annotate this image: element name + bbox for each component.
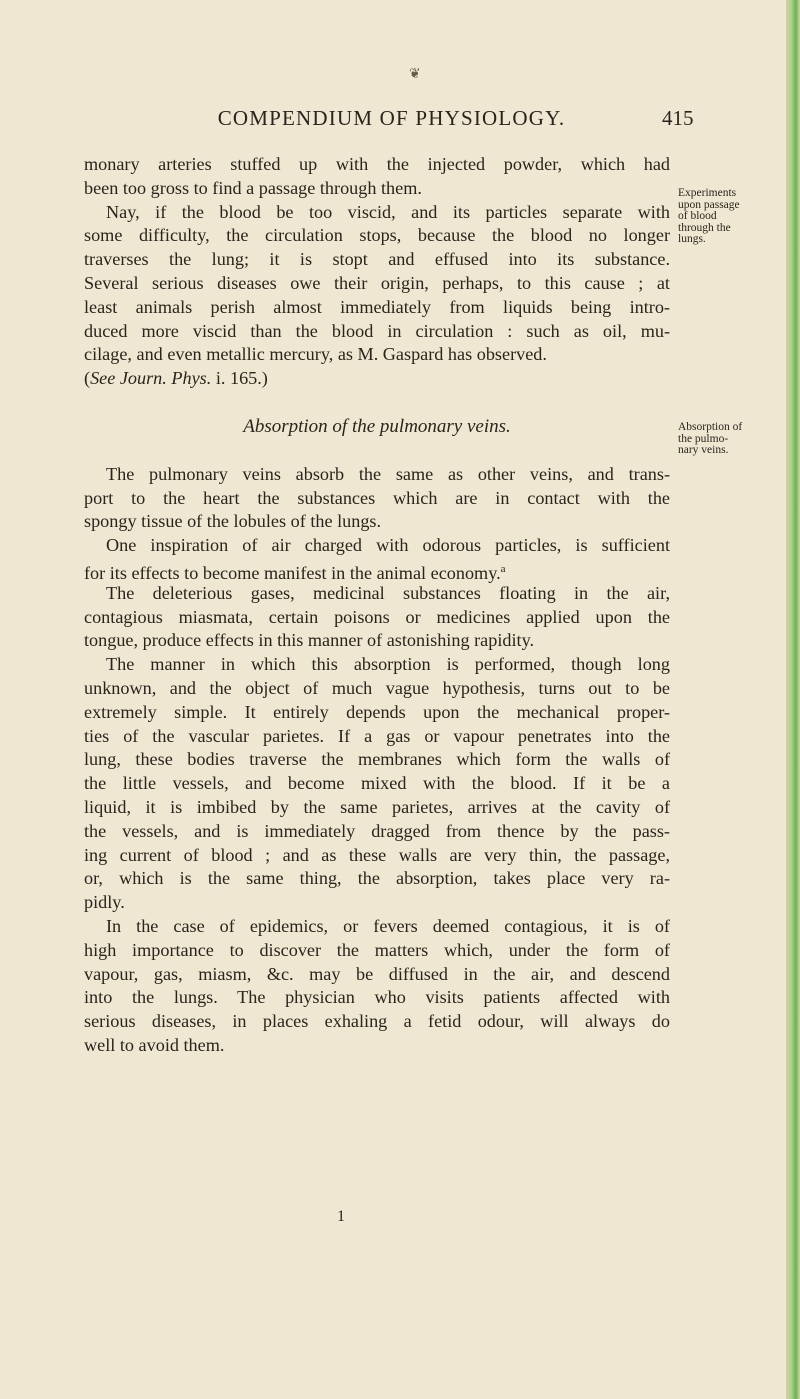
text-line: The deleterious gases, medicinal substances floating in the air, xyxy=(106,582,670,603)
text-line: monary arteries stuffed up with the injected powder, which had xyxy=(84,154,670,174)
text-line: the vessels, and is immediately dragged from thence by the pass- xyxy=(84,820,670,841)
text-line: tongue, produce effects in this manner of astonishing rapidity. xyxy=(84,630,535,651)
citation-rest: i. 165.) xyxy=(211,368,268,389)
text-line: vapour, gas, miasm, &c. may be diffused in the air, and descend xyxy=(84,963,670,984)
text-line: the little vessels, and become mixed with the blood. If it be a xyxy=(84,773,670,794)
text-line: In the case of epidemics, or fevers deemed contagious, it is of xyxy=(106,915,670,936)
margin-note-line: lungs. xyxy=(678,233,706,245)
running-header: COMPENDIUM OF PHYSIOLOGY. xyxy=(217,106,566,130)
margin-note-experiments xyxy=(678,188,740,246)
page-edge xyxy=(786,0,800,1399)
margin-note-line: Absorption of xyxy=(678,421,743,433)
margin-note-line: nary veins. xyxy=(678,444,729,456)
text-line: cilage, and even metallic mercury, as M. Gaspard has observed. xyxy=(84,344,547,365)
citation-line xyxy=(84,367,670,391)
margin-note-line: through the xyxy=(678,221,731,234)
text-line: ing current of blood ; and as these walls are very thin, the passage, xyxy=(84,844,670,865)
text-line: Several serious diseases owe their origin, perhaps, to this cause ; at xyxy=(84,272,670,293)
top-mark: ❦ xyxy=(409,67,421,82)
text-line: liquid, it is imbibed by the same parietes, arrives at the cavity of xyxy=(84,796,670,817)
signature-mark: 1 xyxy=(337,1208,345,1225)
section-heading: Absorption of the pulmonary veins. xyxy=(243,415,511,437)
text-line: port to the heart the substances which are in contact with the xyxy=(84,487,670,508)
text-line: extremely simple. It entirely depends upon the mechanical proper- xyxy=(84,701,670,722)
text-line: contagious miasmata, certain poisons or medicines applied upon the xyxy=(84,606,670,627)
text-line: spongy tissue of the lobules of the lungs. xyxy=(84,511,382,532)
citation-source: See Journ. Phys. xyxy=(90,368,212,389)
margin-note-line: of blood xyxy=(678,210,717,222)
citation-open: ( xyxy=(84,368,91,389)
page-number: 415 xyxy=(662,106,694,130)
text-line: been too gross to find a passage through them. xyxy=(84,177,422,198)
text-line: high importance to discover the matters which, under the form of xyxy=(84,939,670,960)
text-line: or, which is the same thing, the absorption, takes place very ra- xyxy=(84,868,670,889)
text-line: least animals perish almost immediately from liquids being intro- xyxy=(84,296,670,317)
text-line: duced more viscid than the blood in circulation : such as oil, mu- xyxy=(84,320,670,341)
text-line: serious diseases, in places exhaling a fetid odour, will always do xyxy=(84,1011,670,1032)
text-line: some difficulty, the circulation stops, because the blood no longer xyxy=(84,225,670,246)
text-line: well to avoid them. xyxy=(84,1034,225,1055)
margin-note-absorption xyxy=(678,422,742,457)
text-span: for its effects to become manifest in the animal economy. xyxy=(84,563,501,584)
text-line: lung, these bodies traverse the membranes which form the walls of xyxy=(84,749,670,770)
text-line: The pulmonary veins absorb the same as other veins, and trans- xyxy=(106,463,670,484)
text-line: pidly. xyxy=(84,892,125,913)
text-line: ties of the vascular parietes. If a gas or vapour penetrates into the xyxy=(84,725,670,746)
text-line: into the lungs. The physician who visits patients affected with xyxy=(84,987,670,1008)
margin-note-line: the pulmo- xyxy=(678,432,729,445)
text-line: traverses the lung; it is stopt and effused into its substance. xyxy=(84,249,670,270)
text-line: One inspiration of air charged with odorous particles, is sufficient xyxy=(106,535,670,556)
text-line: Nay, if the blood be too viscid, and its particles separate with xyxy=(106,201,670,222)
margin-note-line: Experiments xyxy=(678,187,737,199)
text-line xyxy=(84,558,670,582)
margin-note-line: upon passage xyxy=(678,198,740,211)
body-text xyxy=(84,153,670,1058)
footnote-marker: a xyxy=(500,562,506,575)
text-line: unknown, and the object of much vague hypothesis, turns out to be xyxy=(84,677,670,698)
text-line: The manner in which this absorption is performed, though long xyxy=(106,654,670,675)
